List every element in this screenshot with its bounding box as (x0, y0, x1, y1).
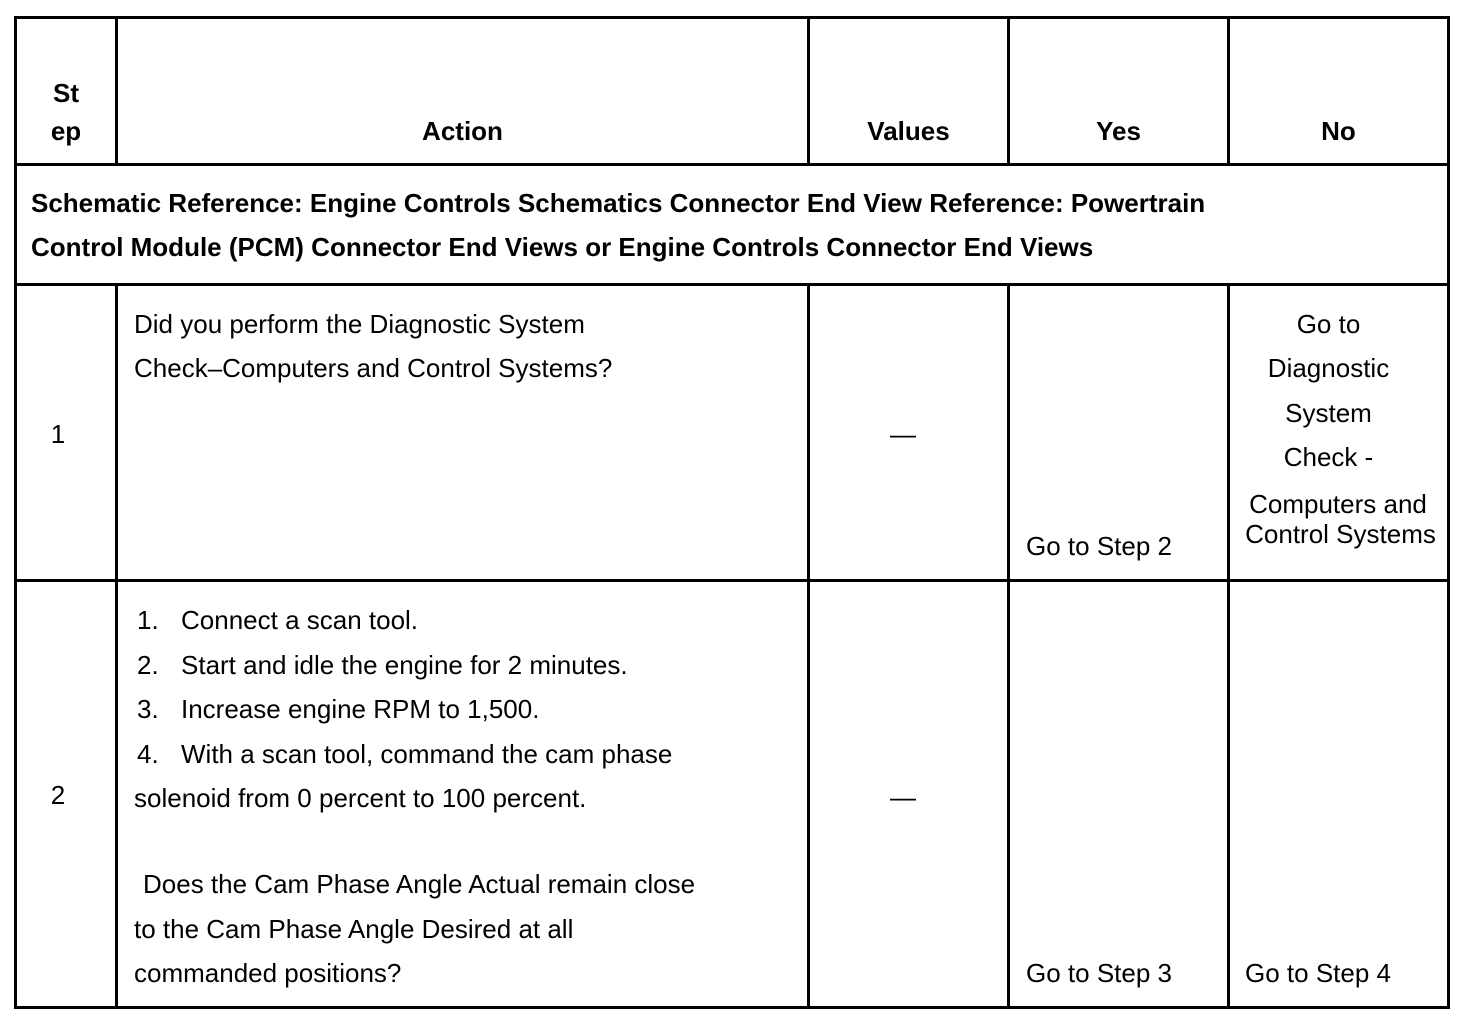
row2-values: — (890, 782, 916, 812)
row1-no-line3: System (1285, 398, 1372, 428)
table-border-right (1447, 16, 1450, 1009)
row2-question-line3: commanded positions? (134, 958, 402, 988)
col-divider-step (115, 283, 118, 1009)
row2-question-line2: to the Cam Phase Angle Desired at all (134, 914, 574, 944)
row2-no: Go to Step 4 (1245, 958, 1391, 988)
row1-values: — (890, 419, 916, 449)
reference-divider (14, 283, 1450, 286)
table-border-bottom (14, 1006, 1450, 1009)
row1-action-line2: Check–Computers and Control Systems? (134, 353, 613, 383)
col-divider-values (1007, 283, 1010, 1009)
row1-yes: Go to Step 2 (1026, 531, 1172, 561)
schematic-reference-line2: Control Module (PCM) Connector End Views or Engine Controls Connector End Views (31, 232, 1094, 262)
row1-action-line1: Did you perform the Diagnostic System (134, 309, 585, 339)
header-divider (14, 163, 1450, 166)
row1-no-line6: Control Systems (1245, 519, 1436, 549)
row1-no-line2: Diagnostic (1267, 353, 1390, 383)
col-divider-action (807, 283, 810, 1009)
row2-question-line1: Does the Cam Phase Angle Actual remain close (143, 869, 696, 899)
list-item-text: Connect a scan tool. (181, 605, 419, 635)
row-divider (14, 579, 1450, 582)
list-item-text: Increase engine RPM to 1,500. (181, 694, 540, 724)
row1-no-line5: Computers and (1249, 489, 1427, 519)
header-step-line1: St (53, 78, 79, 108)
table-border-top (14, 16, 1450, 19)
row2-step: 2 (50, 780, 66, 810)
header-values: Values (867, 116, 950, 146)
row1-step: 1 (50, 419, 66, 449)
header-step-line2: ep (50, 116, 82, 146)
list-item-number: 1. (137, 605, 159, 635)
col-divider-yes (1227, 283, 1230, 1009)
row1-no-line4: Check - (1283, 442, 1374, 472)
schematic-reference-line1: Schematic Reference: Engine Controls Schematics Connector End View Reference: Powertrain (31, 188, 1206, 218)
list-item-number: 4. (137, 739, 159, 769)
list-item-number: 3. (137, 694, 159, 724)
list-item-number: 2. (137, 650, 159, 680)
header-action: Action (422, 116, 503, 146)
list-item-text: Start and idle the engine for 2 minutes. (181, 650, 628, 680)
list-item-continuation: solenoid from 0 percent to 100 percent. (134, 783, 587, 813)
row1-no-line1: Go to (1296, 309, 1361, 339)
table-border-left (14, 16, 17, 1009)
row2-yes: Go to Step 3 (1026, 958, 1172, 988)
list-item-text: With a scan tool, command the cam phase (181, 739, 673, 769)
header-yes: Yes (1096, 116, 1141, 146)
header-no: No (1321, 116, 1356, 146)
